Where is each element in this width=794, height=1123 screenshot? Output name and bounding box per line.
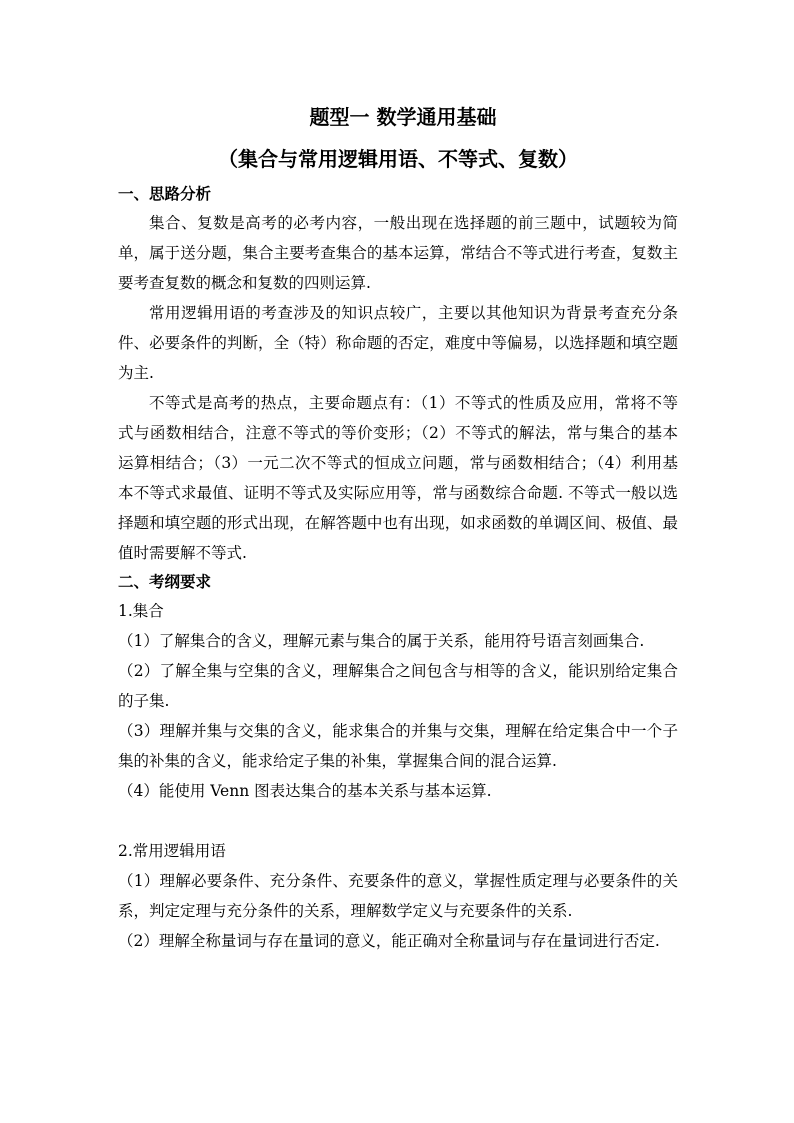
analysis-paragraph: 常用逻辑用语的考查涉及的知识点较广，主要以其他知识为背景考查充分条件、必要条件的判断，全（特）称命题的否定，难度中等偏易，以选择题和填空题为主.: [118, 304, 678, 382]
subsection-title-logic: 2.常用逻辑用语: [118, 842, 226, 860]
requirement-item: （1）理解必要条件、充分条件、充要条件的意义，掌握性质定理与必要条件的关系，判定定理与充分条件的关系，理解数学定义与充要条件的关系.: [118, 872, 678, 920]
sub-title: （集合与常用逻辑用语、不等式、复数）: [218, 147, 578, 171]
blank-line: [118, 806, 678, 836]
subsection-title-sets: 1.集合: [118, 602, 164, 620]
section-heading-requirements: 二、考纲要求: [118, 572, 212, 591]
analysis-paragraph: 集合、复数是高考的必考内容，一般出现在选择题的前三题中，试题较为简单，属于送分题，集合主要考查集合的基本运算，常结合不等式进行考查，复数主要考查复数的概念和复数的四则运算.: [118, 214, 678, 292]
requirement-item: （4）能使用 Venn 图表达集合的基本关系与基本运算.: [118, 782, 492, 800]
document-page: [118, 102, 678, 956]
requirement-item: （2）了解全集与空集的含义，理解集合之间包含与相等的含义，能识别给定集合的子集.: [118, 662, 678, 710]
analysis-paragraph: 不等式是高考的热点，主要命题点有：（1）不等式的性质及应用，常将不等式与函数相结合，注意不等式的等价变形；（2）不等式的解法，常与集合的基本运算相结合；（3）一元二次不等式的恒成立问题，常与函数相结合；（4）利用基本不等式求最值、证明不等式及实际应用等，常与函数综合命题. 不等式一般以选择题和填空题的形式出现，在解答题中也有出现，如求函数的单调区间、极值、最值时需要解不等式.: [118, 394, 678, 562]
main-title: 题型一 数学通用基础: [309, 105, 497, 129]
requirement-item: （3）理解并集与交集的含义，能求集合的并集与交集，理解在给定集合中一个子集的补集的含义，能求给定子集的补集，掌握集合间的混合运算.: [118, 722, 678, 770]
requirement-item: （2）理解全称量词与存在量词的意义，能正确对全称量词与存在量词进行否定.: [118, 932, 660, 950]
section-heading-analysis: 一、思路分析: [118, 184, 212, 203]
requirement-item: （1）了解集合的含义，理解元素与集合的属于关系，能用符号语言刻画集合.: [118, 632, 645, 650]
